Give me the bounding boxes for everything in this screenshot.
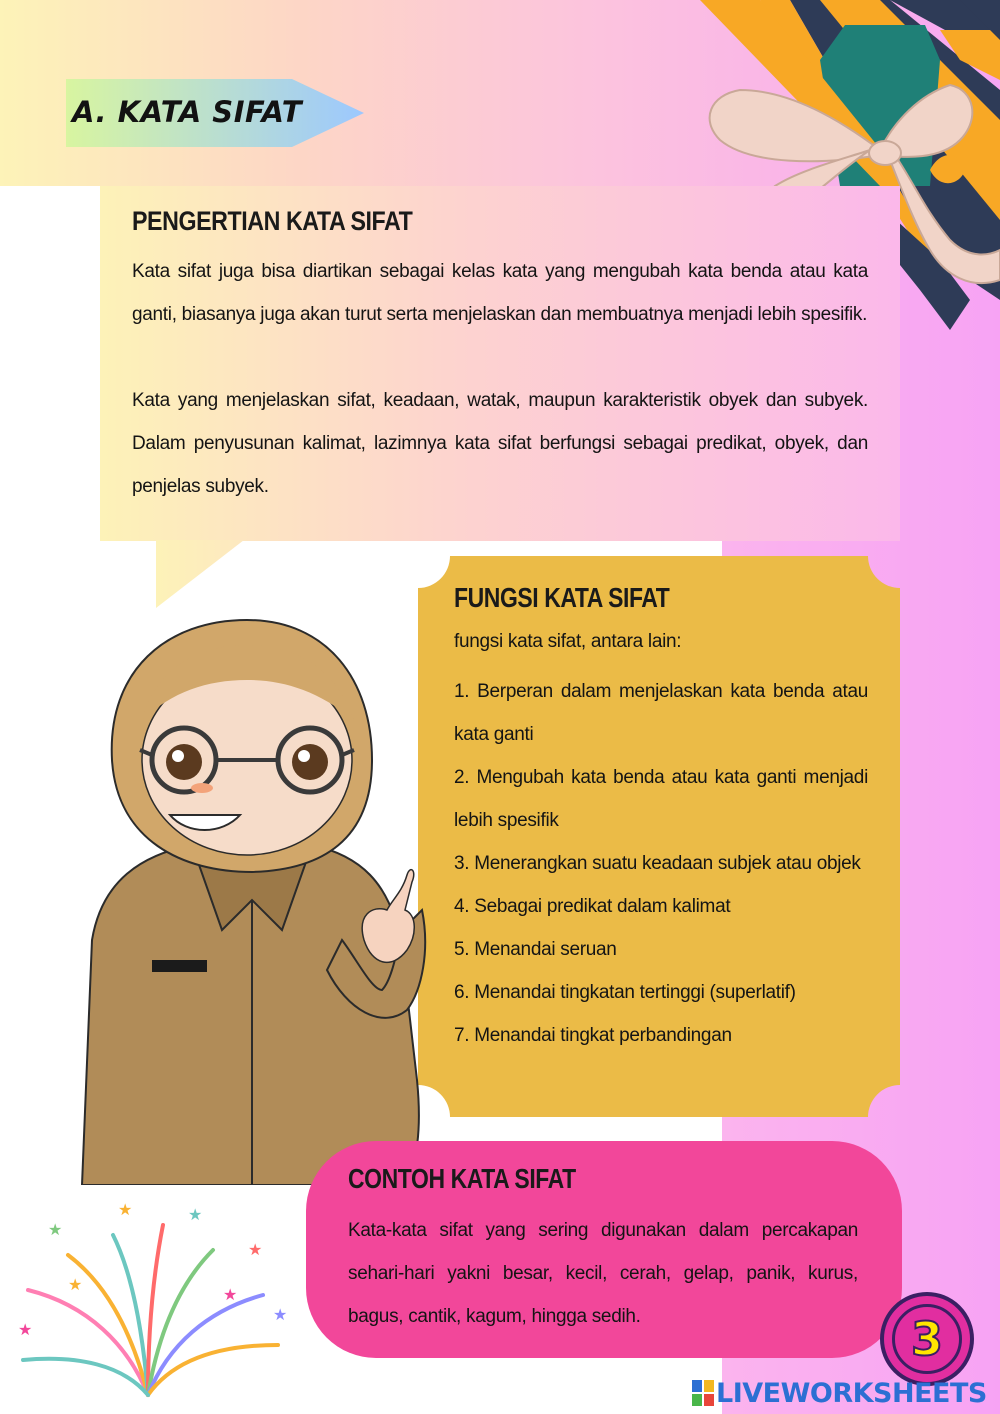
speech-bubble-tail [156, 540, 246, 610]
svg-text:★: ★ [273, 1305, 288, 1324]
liveworksheets-logo-icon [692, 1380, 714, 1406]
svg-text:★: ★ [223, 1285, 238, 1304]
contoh-paragraph: Kata-kata sifat yang sering digunakan dalam percakapan sehari-hari yakni besar, kecil, cerah, gelap, panik, kurus, bagus, cantik, kagum, hingga sedih. [348, 1220, 858, 1327]
fungsi-intro: fungsi kata sifat, antara lain: [454, 631, 682, 652]
fungsi-heading: FUNGSI KATA SIFAT [454, 582, 670, 613]
page-number: 3 [892, 1304, 962, 1374]
teacher-illustration-icon [72, 610, 432, 1185]
fireworks-decoration-icon [8, 1195, 298, 1405]
pengertian-heading: PENGERTIAN KATA SIFAT [132, 206, 413, 236]
svg-text:★: ★ [68, 1275, 83, 1294]
contoh-box [306, 1141, 902, 1358]
contoh-heading: CONTOH KATA SIFAT [348, 1163, 576, 1194]
svg-text:★: ★ [188, 1205, 203, 1224]
fungsi-item-4: 4. Sebagai predikat dalam kalimat [454, 896, 731, 917]
fungsi-item-7: 7. Menandai tingkat perbandingan [454, 1025, 732, 1046]
section-title: A. KATA SIFAT [72, 95, 303, 129]
fungsi-list [454, 670, 868, 1057]
fungsi-item-2: 2. Mengubah kata benda atau kata ganti menjadi lebih spesifik [454, 767, 868, 831]
fungsi-item-3: 3. Menerangkan suatu keadaan subjek atau objek [454, 853, 861, 874]
fungsi-item-6: 6. Menandai tingkatan tertinggi (superlatif) [454, 982, 796, 1003]
page-number-badge [880, 1292, 974, 1386]
svg-text:★: ★ [118, 1200, 133, 1219]
pengertian-paragraph-1: Kata sifat juga bisa diartikan sebagai kelas kata yang mengubah kata benda atau kata ganti, biasanya juga akan turut serta menjelaskan dan membuatnya menjadi lebih spesifik. [132, 261, 868, 325]
fungsi-item-5: 5. Menandai seruan [454, 939, 617, 960]
svg-text:★: ★ [48, 1220, 63, 1239]
watermark-text: LIVEWORKSHEETS [716, 1377, 987, 1409]
pengertian-speech-box [100, 186, 900, 541]
svg-text:★: ★ [248, 1240, 263, 1259]
watermark [692, 1376, 987, 1410]
svg-text:★: ★ [18, 1320, 33, 1339]
fungsi-box [418, 556, 900, 1117]
fungsi-item-1: 1. Berperan dalam menjelaskan kata benda atau kata ganti [454, 681, 868, 745]
pengertian-paragraph-2: Kata yang menjelaskan sifat, keadaan, watak, maupun karakteristik obyek dan subyek. Dalam penyusunan kalimat, lazimnya kata sifat berfungsi sebagai predikat, obyek, dan penjelas subyek. [132, 390, 868, 497]
